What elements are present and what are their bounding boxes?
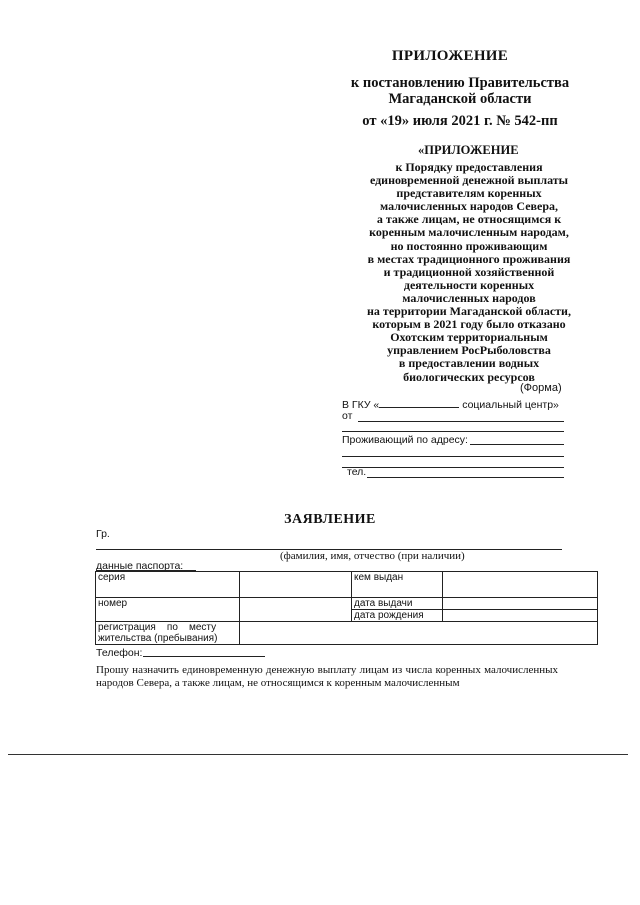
birth-date-value[interactable] — [443, 610, 598, 622]
birth-date-label: дата рождения — [352, 610, 443, 622]
procedure-line: в местах традиционного проживания — [367, 251, 571, 266]
from-field-line[interactable] — [358, 421, 564, 422]
procedure-line: и традиционной хозяйственной — [383, 264, 555, 279]
resolution-line: Магаданской области — [388, 91, 532, 107]
procedure-line: но постоянно проживающим — [390, 238, 548, 253]
from-label: от — [342, 410, 353, 422]
issue-date-label: дата выдачи — [352, 598, 443, 610]
recipient-prefix: В ГКУ « — [342, 399, 380, 411]
procedure-line: которым в 2021 году было отказано — [372, 317, 566, 332]
procedure-line: единовременной денежной выплаты — [369, 173, 569, 188]
procedure-line: Охотским территориальным — [390, 330, 548, 345]
number-value[interactable] — [240, 598, 352, 622]
resolution-line: к постановлению Правительства — [350, 75, 570, 91]
procedure-line: представителям коренных — [396, 186, 542, 201]
procedure-line: в предоставлении водных — [398, 356, 540, 371]
series-label: серия — [96, 572, 240, 598]
procedure-line: малочисленных народов Севера, — [380, 199, 558, 214]
recipient-blank[interactable] — [379, 398, 459, 408]
phone-short-label: тел. — [347, 466, 367, 478]
issued-by-label: кем выдан — [352, 572, 443, 598]
from-field-line-2[interactable] — [342, 431, 564, 432]
procedure-line: деятельности коренных — [403, 277, 535, 292]
number-label: номер — [96, 598, 240, 622]
procedure-line: к Порядку предоставления — [395, 160, 543, 174]
registration-line: регистрация по месту — [98, 622, 217, 633]
issued-by-value[interactable] — [443, 572, 598, 598]
phone-field-line[interactable] — [143, 656, 265, 657]
address-label: Проживающий по адресу: — [342, 434, 468, 446]
phone-short-field-line[interactable] — [367, 477, 564, 478]
statement-title: ЗАЯВЛЕНИЕ — [284, 512, 376, 527]
resolution-date-number: от «19» июля 2021 г. № 542-пп — [362, 113, 558, 129]
series-value[interactable] — [240, 572, 352, 598]
address-field-line-3[interactable] — [342, 467, 564, 468]
procedure-line: биологических ресурсов — [403, 369, 535, 384]
address-field-line-2[interactable] — [342, 456, 564, 457]
page-bottom-rule — [8, 754, 628, 755]
procedure-line: малочисленных народов — [402, 290, 536, 305]
address-field-line[interactable] — [470, 444, 564, 445]
fio-caption: (фамилия, имя, отчество (при наличии) — [280, 550, 465, 562]
procedure-reference — [338, 161, 600, 384]
procedure-line: на территории Магаданской области, — [367, 304, 571, 319]
citizen-label: Гр. — [96, 528, 110, 540]
resolution-reference — [300, 75, 620, 107]
procedure-line: управлением РосРыболовства — [387, 343, 551, 358]
recipient-suffix: социальный центр» — [462, 399, 559, 411]
recipient-line — [342, 398, 559, 411]
phone-label: Телефон: — [96, 647, 143, 659]
passport-label: данные паспорта: — [96, 560, 184, 572]
registration-line: жительства (пребывания) — [98, 633, 218, 644]
appendix-title: ПРИЛОЖЕНИЕ — [391, 48, 509, 64]
registration-value[interactable] — [240, 622, 598, 645]
passport-table — [95, 571, 598, 645]
registration-label — [96, 622, 240, 645]
request-text: Прошу назначить единовременную денежную выплату лицам из числа коренных малочисленных народов Севера, а также лицам, не относящимся к коренным малочисленным — [96, 664, 558, 689]
form-label: (Форма) — [520, 382, 562, 394]
procedure-line: а также лицам, не относящимся к — [376, 212, 562, 227]
inner-appendix-title: «ПРИЛОЖЕНИЕ — [418, 143, 519, 157]
issue-date-value[interactable] — [443, 598, 598, 610]
procedure-line: коренным малочисленным народам, — [369, 225, 569, 240]
